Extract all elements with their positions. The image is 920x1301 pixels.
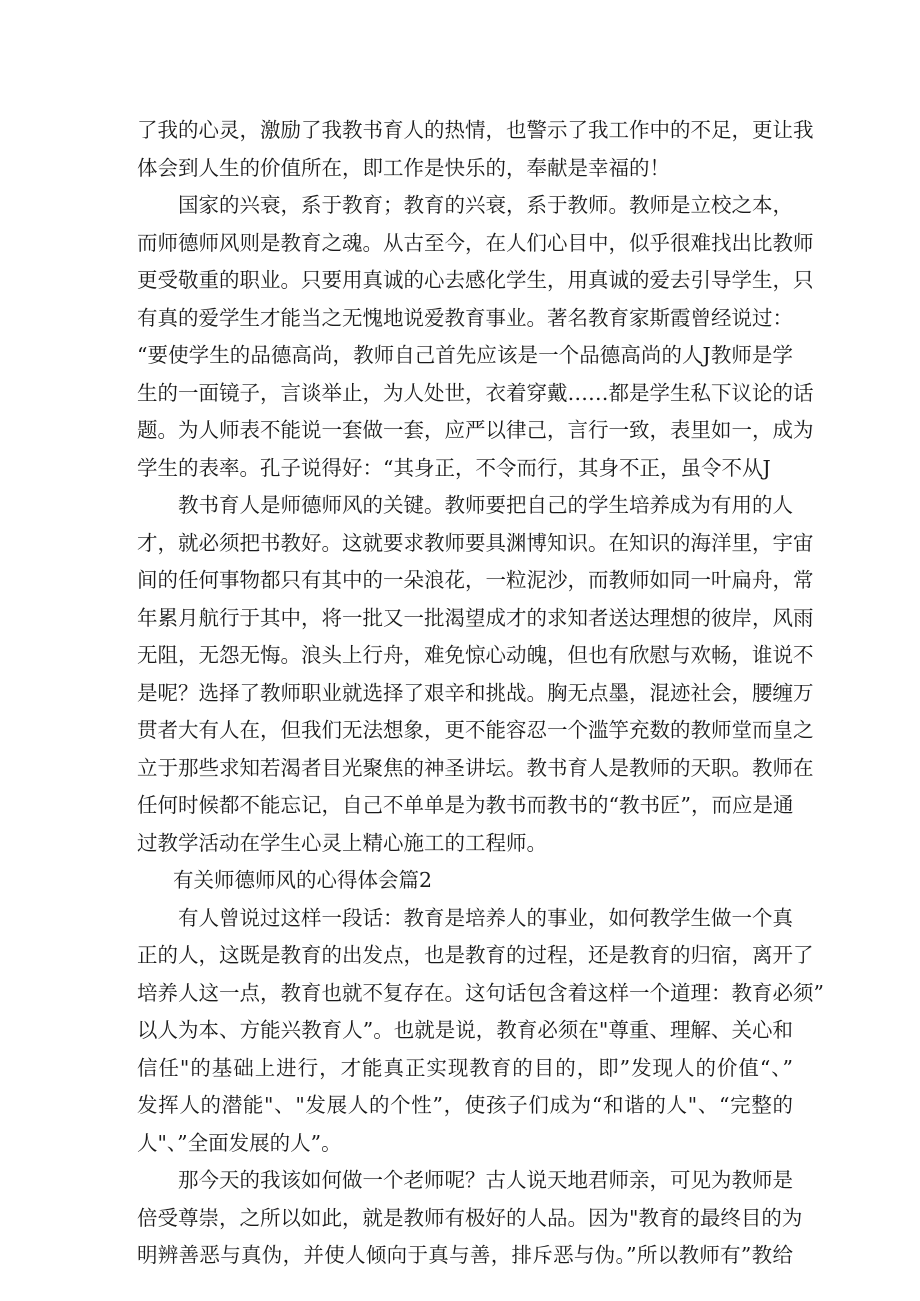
line-text: 更受敬重的职业。只要用真诚的心去感化学生，用真诚的爱去引导学生，只 [137,268,814,292]
line-text: 而师德师风则是教育之魂。从古至今，在人们心目中，似乎很难找出比教师 [137,230,814,255]
line-text: 教书育人是师德师风的关键。教师要把自己的学生培养成为有用的人 [178,493,793,517]
line-text: 发挥人的潜能"、"发展人的个性”，使孩子们成为“和谐的人"、“完整的 [137,1093,793,1117]
heading-line [137,862,793,900]
line-text: 过教学活动在学生心灵上精心施工的工程师。 [137,830,547,855]
line-text: 才，就必须把书教好。这就要求教师要具渊博知识。在知识的海洋里，宇宙 [137,530,814,555]
text-line [137,150,793,188]
text-line [137,1012,793,1050]
line-text: 以人为本、方能兴教育人”。也就是说，教育必须在"尊重、理解、关心和 [137,1018,793,1042]
line-text: 人"、”全面发展的人”。 [137,1130,342,1155]
text-line [137,450,793,488]
paragraph [137,1162,803,1275]
line-text: 培养人这一点，教育也就不复存在。这句话包含着这样一个道理：教育必须” [137,980,824,1005]
line-text: 无阻，无怨无悔。浪头上行舟，难免惊心动魄，但也有欣慰与欢畅，谁说不 [137,643,814,667]
paragraph [137,900,824,1163]
text-line [137,975,824,1013]
text-line [137,600,814,638]
text-line [137,375,814,413]
line-text: 贯者大有人在，但我们无法想象，更不能容忍一个滥竽充数的教师堂而皇之 [137,718,814,742]
text-line [137,1050,793,1088]
text-line [137,637,814,675]
text-line [137,1125,793,1163]
text-line [137,300,793,338]
paragraph [137,487,814,862]
line-text: 是呢？选择了教师职业就选择了艰辛和挑战。胸无点墨，混迹社会，腰缠万 [137,680,814,705]
text-line [137,787,793,825]
text-line [137,1162,793,1200]
text-line [137,825,793,863]
text-line [137,112,814,150]
line-text: 任何时候都不能忘记，自己不单单是为教书而教书的“教书匠”，而应是通 [137,793,794,817]
line-text: 了我的心灵，激励了我教书育人的热情，也警示了我工作中的不足，更让我 [137,118,814,142]
line-text: 倍受尊崇，之所以如此，就是教师有极好的人品。因为"教育的最终目的为 [137,1205,803,1230]
line-text: 生的一面镜子，言谈举止，为人处世，衣着穿戴……都是学生私下议论的话 [137,380,814,405]
text-line [137,187,793,225]
text-line [137,1237,793,1275]
text-line [137,900,793,938]
text-line [137,1200,803,1238]
line-text: 题。为人师表不能说一套做一套，应严以律己，言行一致，表里如一，成为 [137,418,814,442]
text-line [137,712,814,750]
paragraph [137,112,814,187]
line-text: 有人曾说过这样一段话：教育是培养人的事业，如何教学生做一个真 [178,905,793,930]
line-text: 有真的爱学生才能当之无愧地说爱教育事业。著名教育家斯霞曾经说过： [137,305,793,330]
line-text: 学生的表率。孔子说得好：“其身正，不令而行，其身不正，虽令不从J [137,455,771,480]
document-body [137,112,824,1275]
paragraph [137,187,814,487]
text-line [137,487,793,525]
text-line [137,675,814,713]
text-line [137,562,814,600]
line-text: 正的人，这既是教育的出发点，也是教育的过程，还是教育的归宿，离开了 [137,943,814,967]
line-text: 信任"的基础上进行，才能真正实现教育的目的，即”发现人的价值“、” [137,1055,793,1080]
line-text: 那今天的我该如何做一个老师呢？古人说天地君师亲，可见为教师是 [178,1168,793,1192]
line-text: 体会到人生的价值所在，即工作是快乐的，奉献是幸福的！ [137,155,670,180]
text-line [137,225,814,263]
line-text: 国家的兴衰，系于教育；教育的兴衰，系于教师。教师是立校之本， [178,193,793,217]
text-line [137,412,814,450]
line-text: “要使学生的品德高尚，教师自己首先应该是一个品德高尚的人J教师是学 [137,343,793,367]
text-line [137,750,814,788]
text-line [137,337,793,375]
text-line [137,1087,793,1125]
line-text: 年累月航行于其中，将一批又一批渴望成才的求知者送达理想的彼岸，风雨 [137,605,814,630]
section-heading [137,862,793,900]
text-line [137,262,814,300]
line-text: 明辨善恶与真伪，并使人倾向于真与善，排斥恶与伪。”所以教师有”教给 [137,1243,793,1267]
text-line [137,937,814,975]
line-text: 立于那些求知若渴者目光聚焦的神圣讲坛。教书育人是教师的天职。教师在 [137,755,814,780]
text-line [137,525,814,563]
line-text: 间的任何事物都只有其中的一朵浪花，一粒泥沙，而教师如同一叶扁舟，常 [137,568,814,592]
heading-text: 有关师德师风的心得体会篇2 [173,868,433,892]
